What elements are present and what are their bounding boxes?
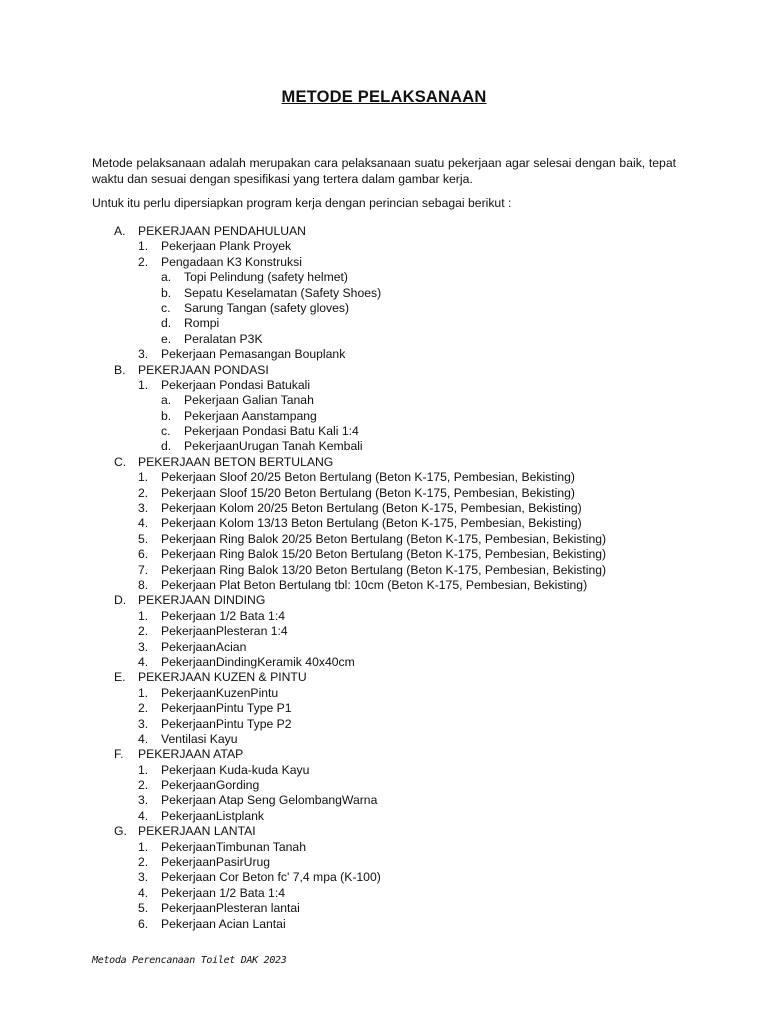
work-outline-list	[0, 224, 768, 932]
list-marker: d.	[161, 439, 172, 454]
list-item-text: PEKERJAAN ATAP	[138, 747, 244, 762]
list-item	[0, 516, 768, 531]
section-heading	[0, 224, 768, 239]
list-item-text: Pekerjaan Aanstampang	[184, 408, 317, 423]
list-item-text: Pekerjaan 1/2 Bata 1:4	[161, 608, 285, 623]
list-marker: b.	[161, 408, 172, 423]
list-item	[0, 701, 768, 716]
list-item-text: Pekerjaan Pondasi Batu Kali 1:4	[184, 424, 359, 439]
page-title: METODE PELAKSANAAN	[281, 88, 487, 106]
list-item-text: Peralatan P3K	[184, 331, 263, 346]
list-item	[0, 793, 768, 808]
list-item-text: Pekerjaan Cor Beton fc' 7,4 mpa (K-100)	[161, 870, 381, 885]
sub-list-item	[0, 316, 768, 331]
list-marker: 2.	[138, 254, 149, 269]
list-marker: 4.	[138, 654, 149, 669]
list-marker: a.	[161, 393, 172, 408]
list-marker: 3.	[138, 639, 149, 654]
list-marker: C.	[114, 454, 127, 469]
list-item-text: Pengadaan K3 Konstruksi	[161, 254, 302, 269]
list-marker: 1.	[138, 762, 149, 777]
list-item	[0, 763, 768, 778]
list-marker: 3.	[138, 501, 149, 516]
list-marker: e.	[161, 331, 172, 346]
list-marker: 1.	[138, 685, 149, 700]
list-item	[0, 732, 768, 747]
list-item-text: Pekerjaan Atap Seng GelombangWarna	[161, 793, 378, 808]
section-heading	[0, 455, 768, 470]
sub-list-item	[0, 270, 768, 285]
list-item	[0, 255, 768, 270]
list-marker: a.	[161, 270, 172, 285]
list-marker: 3.	[138, 870, 149, 885]
list-item	[0, 347, 768, 362]
list-item-text: PekerjaanUrugan Tanah Kembali	[184, 439, 363, 454]
list-item-text: PEKERJAAN PONDASI	[138, 362, 269, 377]
list-item	[0, 486, 768, 501]
section-heading	[0, 593, 768, 608]
section-heading	[0, 747, 768, 762]
list-item-text: Pekerjaan Plat Beton Bertulang tbl: 10cm (Beton K-175, Pembesian, Bekisting)	[161, 577, 588, 592]
list-item-text: Pekerjaan Galian Tanah	[184, 393, 314, 408]
list-item	[0, 470, 768, 485]
sub-list-item	[0, 301, 768, 316]
list-marker: 2.	[138, 624, 149, 639]
list-item-text: PekerjaanPasirUrug	[161, 855, 271, 870]
list-item-text: Pekerjaan Ring Balok 20/25 Beton Bertulang (Beton K-175, Pembesian, Bekisting)	[161, 531, 607, 546]
list-item	[0, 609, 768, 624]
list-item	[0, 547, 768, 562]
sub-list-item	[0, 393, 768, 408]
list-marker: 3.	[138, 793, 149, 808]
list-item	[0, 378, 768, 393]
sub-list-item	[0, 424, 768, 439]
list-marker: c.	[161, 300, 171, 315]
list-marker: 1.	[138, 608, 149, 623]
list-item	[0, 578, 768, 593]
list-item-text: PekerjaanPintu Type P1	[161, 701, 292, 716]
list-marker: 4.	[138, 808, 149, 823]
list-marker: G.	[114, 824, 127, 839]
list-item	[0, 855, 768, 870]
list-marker: b.	[161, 285, 172, 300]
list-marker: 2.	[138, 485, 149, 500]
list-item-text: PekerjaanListplank	[161, 808, 264, 823]
list-item	[0, 563, 768, 578]
list-item-text: Rompi	[184, 316, 220, 331]
list-item-text: Topi Pelindung (safety helmet)	[184, 270, 348, 285]
list-item-text: Pekerjaan Plank Proyek	[161, 239, 292, 254]
list-item	[0, 655, 768, 670]
list-item-text: Pekerjaan Ring Balok 15/20 Beton Bertulang (Beton K-175, Pembesian, Bekisting)	[161, 547, 607, 562]
list-marker: B.	[114, 362, 126, 377]
list-marker: c.	[161, 424, 171, 439]
section-heading	[0, 670, 768, 685]
section-heading	[0, 824, 768, 839]
list-marker: 1.	[138, 839, 149, 854]
list-item-text: Pekerjaan Pondasi Batukali	[161, 377, 311, 392]
list-item-text: PEKERJAAN LANTAI	[138, 824, 256, 839]
list-item-text: PekerjaanDindingKeramik 40x40cm	[161, 654, 355, 669]
section-heading	[0, 363, 768, 378]
list-marker: 4.	[138, 516, 149, 531]
list-marker: 6.	[138, 916, 149, 931]
list-item	[0, 532, 768, 547]
list-marker: 2.	[138, 855, 149, 870]
list-marker: 1.	[138, 470, 149, 485]
list-item	[0, 624, 768, 639]
list-item-text: Sarung Tangan (safety gloves)	[184, 300, 350, 315]
list-item-text: PekerjaanPintu Type P2	[161, 716, 292, 731]
list-item	[0, 809, 768, 824]
list-item-text: Pekerjaan 1/2 Bata 1:4	[161, 885, 285, 900]
list-item	[0, 501, 768, 516]
list-item	[0, 640, 768, 655]
list-item	[0, 870, 768, 885]
page-footer: Metoda Perencanaan Toilet DAK 2023	[92, 955, 287, 966]
list-marker: 3.	[138, 347, 149, 362]
sub-list-item	[0, 409, 768, 424]
list-marker: 5.	[138, 531, 149, 546]
list-item-text: PEKERJAAN KUZEN & PINTU	[138, 670, 307, 685]
list-item	[0, 917, 768, 932]
list-item-text: PekerjaanPlesteran 1:4	[161, 624, 288, 639]
sub-list-item	[0, 332, 768, 347]
list-marker: d.	[161, 316, 172, 331]
intro-paragraph-2: Untuk itu perlu dipersiapkan program kerja dengan perincian sebagai berikut :	[92, 196, 512, 210]
list-marker: 5.	[138, 901, 149, 916]
list-item-text: Sepatu Keselamatan (Safety Shoes)	[184, 285, 382, 300]
list-marker: 2.	[138, 778, 149, 793]
list-item-text: Pekerjaan Sloof 15/20 Beton Bertulang (Beton K-175, Pembesian, Bekisting)	[161, 485, 575, 500]
list-marker: A.	[114, 224, 126, 238]
list-item-text: Pekerjaan Kuda-kuda Kayu	[161, 762, 310, 777]
list-marker: 2.	[138, 701, 149, 716]
list-item-text: PEKERJAAN BETON BERTULANG	[138, 454, 334, 469]
list-item-text: PekerjaanGording	[161, 778, 260, 793]
list-item-text: Pekerjaan Kolom 20/25 Beton Bertulang (Beton K-175, Pembesian, Bekisting)	[161, 501, 582, 516]
list-marker: D.	[114, 593, 127, 608]
list-marker: 7.	[138, 562, 149, 577]
list-item-text: PekerjaanAcian	[161, 639, 247, 654]
list-item-text: Pekerjaan Kolom 13/13 Beton Bertulang (Beton K-175, Pembesian, Bekisting)	[161, 516, 582, 531]
list-item	[0, 717, 768, 732]
list-item-text: Ventilasi Kayu	[161, 731, 238, 746]
list-item-text: Pekerjaan Sloof 20/25 Beton Bertulang (Beton K-175, Pembesian, Bekisting)	[161, 470, 575, 485]
sub-list-item	[0, 439, 768, 454]
list-item-text: Pekerjaan Ring Balok 13/20 Beton Bertulang (Beton K-175, Pembesian, Bekisting)	[161, 562, 607, 577]
list-marker: 8.	[138, 577, 149, 592]
list-item-text: Pekerjaan Pemasangan Bouplank	[161, 347, 346, 362]
list-item-text: PekerjaanKuzenPintu	[161, 685, 279, 700]
list-marker: E.	[114, 670, 126, 685]
list-marker: F.	[114, 747, 124, 762]
list-item	[0, 686, 768, 701]
list-item	[0, 886, 768, 901]
list-item	[0, 778, 768, 793]
list-item-text: Pekerjaan Acian Lantai	[161, 916, 286, 931]
list-marker: 3.	[138, 716, 149, 731]
list-item-text: PekerjaanTimbunan Tanah	[161, 839, 306, 854]
list-marker: 4.	[138, 885, 149, 900]
list-item	[0, 840, 768, 855]
list-marker: 4.	[138, 731, 149, 746]
list-item	[0, 901, 768, 916]
list-item	[0, 239, 768, 254]
list-marker: 6.	[138, 547, 149, 562]
list-item-text: PEKERJAAN DINDING	[138, 593, 266, 608]
list-item-text: PEKERJAAN PENDAHULUAN	[138, 224, 306, 238]
list-marker: 1.	[138, 239, 149, 254]
intro-paragraph: Metode pelaksanaan adalah merupakan cara pelaksanaan suatu pekerjaan agar selesai dengan baik, tepat waktu dan sesuai dengan spesifikasi yang tertera dalam gambar kerja.	[92, 156, 676, 186]
list-marker: 1.	[138, 377, 149, 392]
list-item-text: PekerjaanPlesteran lantai	[161, 901, 300, 916]
sub-list-item	[0, 286, 768, 301]
